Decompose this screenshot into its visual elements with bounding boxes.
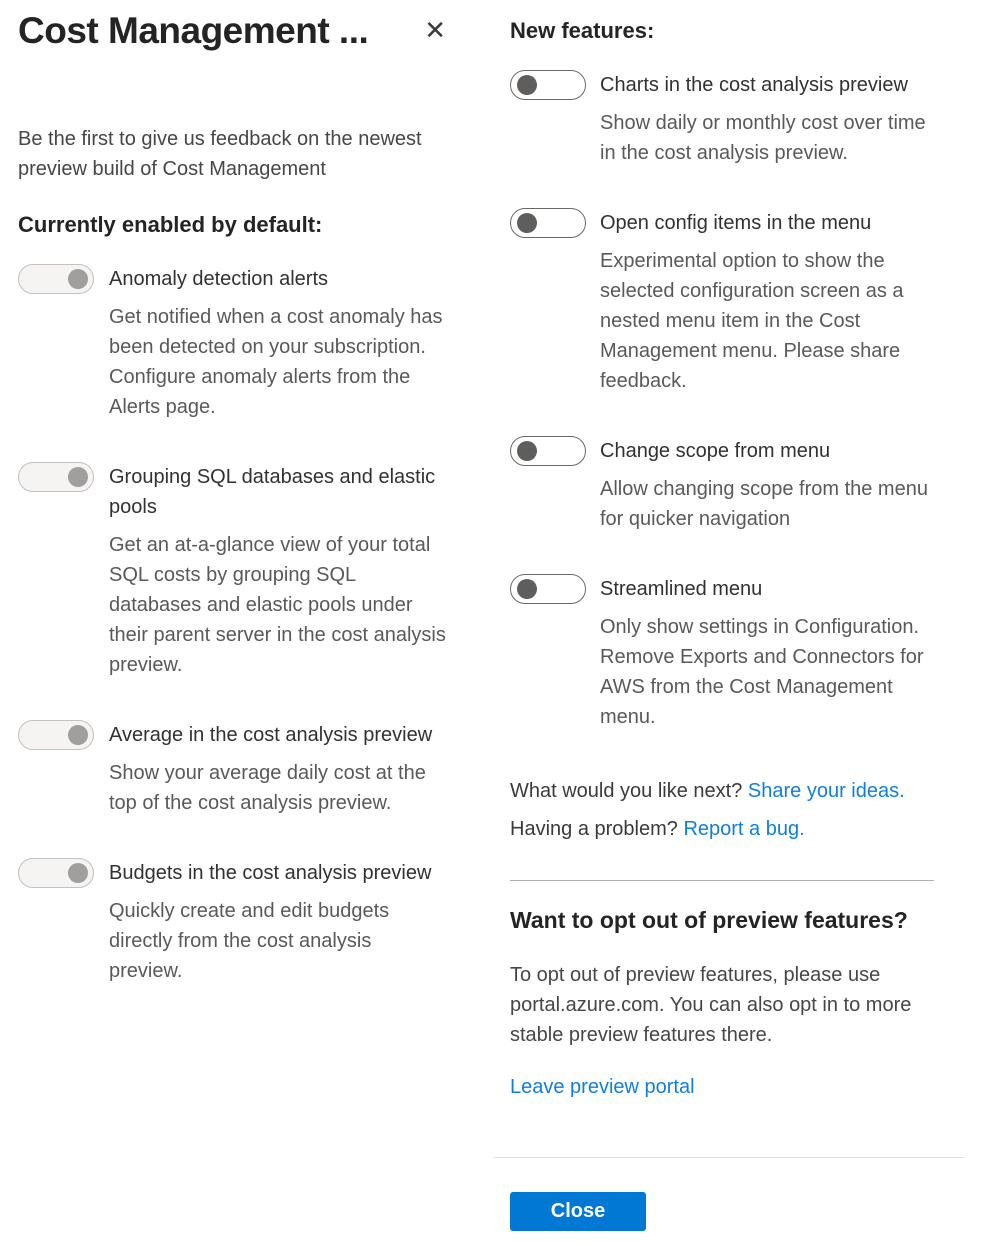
feature-description: Get an at-a-glance view of your total SQL costs by grouping SQL databases and elastic pools under their parent server in the cost analysis preview. — [109, 534, 446, 676]
feature-text — [600, 436, 944, 534]
feature-label: Open config items in the menu — [600, 212, 872, 234]
report-bug-link[interactable]: Report a bug. — [683, 818, 805, 840]
report-bug-line — [510, 814, 948, 844]
feature-label: Grouping SQL databases and elastic pools — [109, 466, 436, 518]
feature-text — [109, 462, 450, 680]
footer-divider — [494, 1157, 964, 1158]
enabled-by-default-heading: Currently enabled by default: — [18, 212, 323, 237]
report-bug-prompt: Having a problem? — [510, 818, 678, 840]
feature-row-charts — [510, 70, 948, 168]
intro-text: Be the first to give us feedback on the newest preview build of Cost Management — [18, 128, 422, 180]
feature-label: Change scope from menu — [600, 440, 831, 462]
toggle-knob — [68, 725, 88, 745]
toggle-knob — [517, 75, 537, 95]
feature-description: Only show settings in Configuration. Remove Exports and Connectors for AWS from the Cost Management menu. — [600, 616, 924, 728]
toggle-anomaly-detection-alerts[interactable] — [18, 264, 94, 294]
share-ideas-link[interactable]: Share your ideas. — [747, 780, 905, 802]
toggle-change-scope-menu[interactable] — [510, 436, 586, 466]
feature-row-average — [18, 720, 450, 818]
toggle-budgets-cost-analysis[interactable] — [18, 858, 94, 888]
feature-label: Anomaly detection alerts — [109, 268, 329, 290]
feature-description: Show daily or monthly cost over time in the cost analysis preview. — [600, 112, 926, 164]
close-button[interactable]: Close — [510, 1192, 646, 1231]
toggle-open-config-items[interactable] — [510, 208, 586, 238]
share-ideas-prompt: What would you like next? — [510, 780, 743, 802]
feature-label: Streamlined menu — [600, 578, 763, 600]
feature-text — [600, 70, 944, 168]
toggle-knob — [517, 441, 537, 461]
new-features-heading: New features: — [510, 18, 655, 43]
feature-description: Quickly create and edit budgets directly from the cost analysis preview. — [109, 900, 390, 982]
toggle-knob — [517, 213, 537, 233]
left-column — [0, 0, 494, 1231]
close-icon[interactable]: ✕ — [424, 16, 446, 46]
feature-row-grouping-sql — [18, 462, 450, 680]
toggle-knob — [68, 863, 88, 883]
share-ideas-line — [510, 776, 948, 806]
feature-label: Average in the cost analysis preview — [109, 724, 433, 746]
toggle-knob — [68, 269, 88, 289]
feature-description: Allow changing scope from the menu for quicker navigation — [600, 478, 928, 530]
opt-out-heading: Want to opt out of preview features? — [510, 907, 908, 933]
toggle-average-cost-analysis[interactable] — [18, 720, 94, 750]
feature-text — [109, 858, 450, 986]
feature-text — [109, 720, 450, 818]
feature-row-streamlined-menu — [510, 574, 948, 732]
feature-label: Charts in the cost analysis preview — [600, 74, 908, 96]
toggle-streamlined-menu[interactable] — [510, 574, 586, 604]
dialog-header — [18, 10, 450, 52]
feature-row-budgets — [18, 858, 450, 986]
section-divider — [510, 880, 934, 881]
feature-row-anomaly-detection — [18, 264, 450, 422]
opt-out-body: To opt out of preview features, please use portal.azure.com. You can also opt in to more stable preview features there. — [510, 964, 912, 1046]
toggle-knob — [68, 467, 88, 487]
leave-preview-portal-link[interactable]: Leave preview portal — [510, 1076, 695, 1098]
feature-label: Budgets in the cost analysis preview — [109, 862, 432, 884]
feature-description: Experimental option to show the selected configuration screen as a nested menu item in the Cost Management menu. Please share feedback. — [600, 250, 904, 392]
feature-row-change-scope — [510, 436, 948, 534]
feature-description: Show your average daily cost at the top of the cost analysis preview. — [109, 762, 426, 814]
feature-description: Get notified when a cost anomaly has been detected on your subscription. Configure anomaly alerts from the Alerts page. — [109, 306, 443, 418]
feature-text — [600, 574, 944, 732]
feature-text — [109, 264, 450, 422]
feature-row-open-config — [510, 208, 948, 396]
feature-text — [600, 208, 944, 396]
toggle-charts-cost-analysis[interactable] — [510, 70, 586, 100]
dialog-title: Cost Management ... — [18, 10, 369, 51]
right-column — [494, 0, 988, 1231]
toggle-knob — [517, 579, 537, 599]
toggle-grouping-sql-databases[interactable] — [18, 462, 94, 492]
